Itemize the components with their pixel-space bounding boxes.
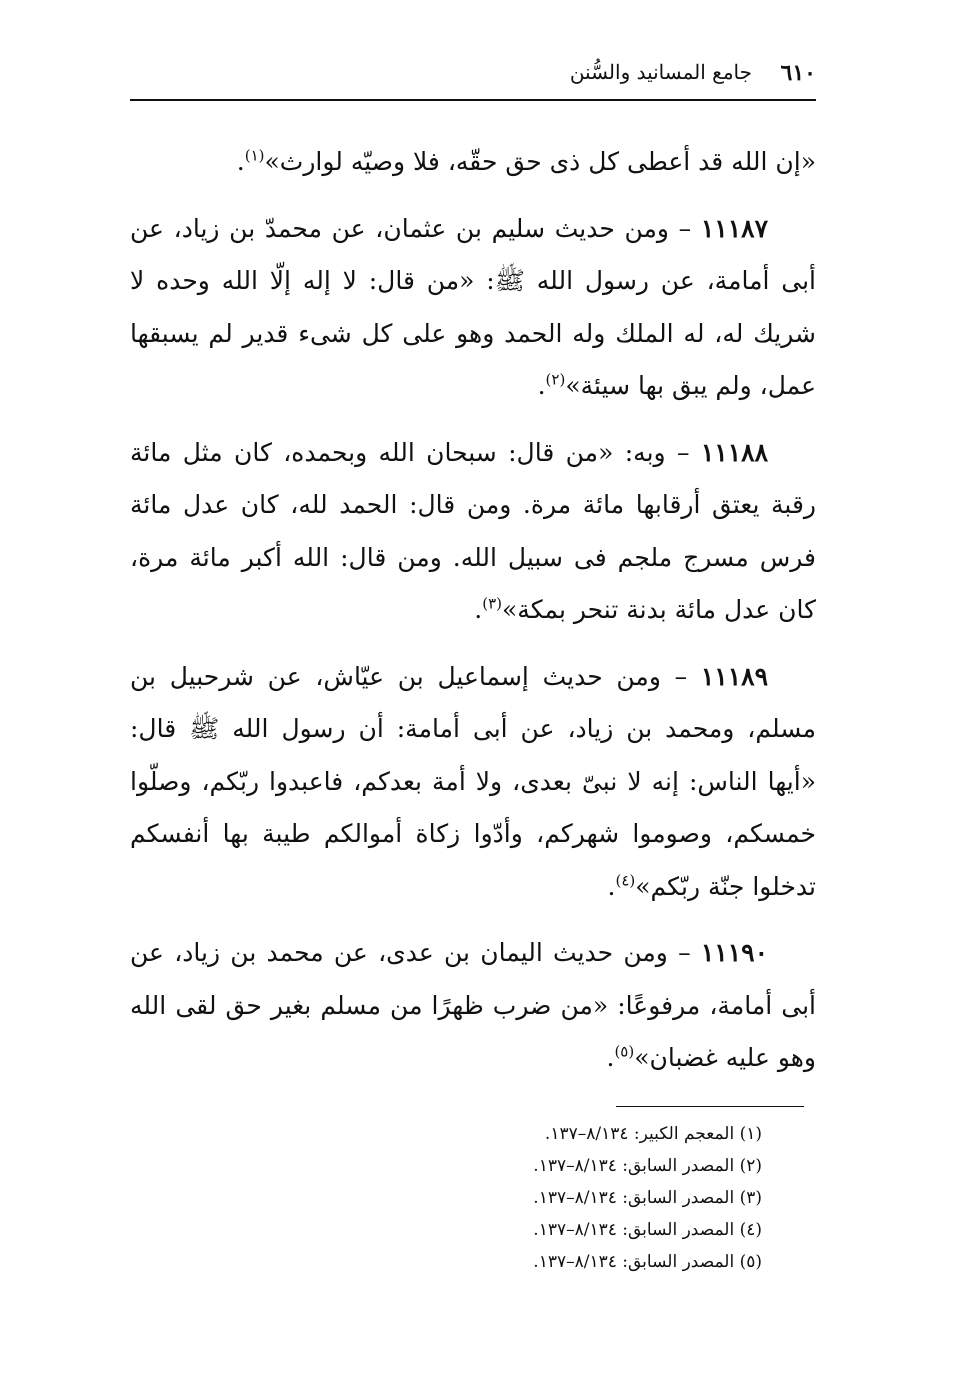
paragraph-end: . (474, 595, 483, 624)
hadith-paragraph (130, 927, 816, 1085)
hadith-number: ١١١٨٨ (700, 437, 768, 467)
paragraph-end: . (236, 147, 245, 176)
footnote: (٣) المصدر السابق: ٨/١٣٤–١٣٧. (533, 1188, 762, 1208)
footnote: (٥) المصدر السابق: ٨/١٣٤–١٣٧. (533, 1252, 762, 1272)
hadith-number: ١١١٨٧ (700, 213, 768, 243)
hadith-text: «إن الله قد أعطى كل ذى حق حقّه، فلا وصيّه لوارث» (264, 147, 816, 176)
main-text (130, 136, 816, 1099)
hadith-text: – وبه: «من قال: سبحان الله وبحمده، كان مثل مائة رقبة يعتق أرقابها مائة مرة. ومن قال: الحمد لله، كان عدل مائة فرس مسرج ملجم فى سبيل الله. ومن قال: الله أكبر مائة مرة، كان عدل مائة بدنة تنحر بمكة» (130, 437, 816, 624)
hadith-paragraph (130, 136, 816, 189)
hadith-paragraph (130, 203, 816, 413)
hadith-text: – ومن حديث إسماعيل بن عيّاش، عن شرحبيل بن مسلم، ومحمد بن زياد، عن أبى أمامة: أن رسول الله ﷺ قال: «أيها الناس: إنه لا نبىّ بعدى، ولا أمة بعدكم، فاعبدوا ربّكم، وصلّوا خمسكم، وصوموا شهركم، وأدّوا زكاة أموالكم طيبة بها أنفسكم تدخلوا جنّة ربّكم» (130, 661, 816, 901)
page-header (130, 52, 816, 102)
footnote-ref: (٥) (614, 1042, 635, 1061)
paragraph-end: . (537, 371, 546, 400)
hadith-number: ١١١٨٩ (700, 661, 768, 691)
hadith-text: – ومن حديث سليم بن عثمان، عن محمدّ بن زياد، عن أبى أمامة، عن رسول الله ﷺ: «من قال: لا إله إلّا الله وحده لا شريك له، له الملك وله الحمد وهو على كل شىء قدير لم يسبقها عمل، ولم يبق بها سيئة» (130, 213, 816, 400)
hadith-text: – ومن حديث اليمان بن عدى، عن محمد بن زياد، عن أبى أمامة، مرفوعًا: «من ضرب ظهرًا من مسلم بغير حق لقى الله وهو عليه غضبان» (130, 938, 816, 1072)
hadith-number: ١١١٩٠ (700, 938, 768, 967)
footnote: (٤) المصدر السابق: ٨/١٣٤–١٣٧. (533, 1220, 762, 1240)
paragraph-end: . (607, 871, 616, 901)
page-number: ٦١٠ (780, 60, 816, 86)
footnotes (430, 1118, 762, 1278)
footnote: (١) المعجم الكبير: ٨/١٣٤–١٣٧. (544, 1124, 762, 1144)
hadith-paragraph (130, 427, 816, 637)
running-title: جامع المسانيد والسُّنن (569, 60, 752, 84)
footnote-ref: (٤) (615, 871, 636, 890)
footnote-ref: (٣) (482, 594, 503, 613)
footnote-ref: (١) (244, 146, 265, 165)
header-rule (130, 99, 816, 101)
hadith-paragraph (130, 651, 816, 914)
footnote-ref: (٢) (545, 370, 566, 389)
paragraph-end: . (606, 1043, 615, 1072)
footnote: (٢) المصدر السابق: ٨/١٣٤–١٣٧. (533, 1156, 762, 1176)
footnote-rule (616, 1106, 804, 1107)
